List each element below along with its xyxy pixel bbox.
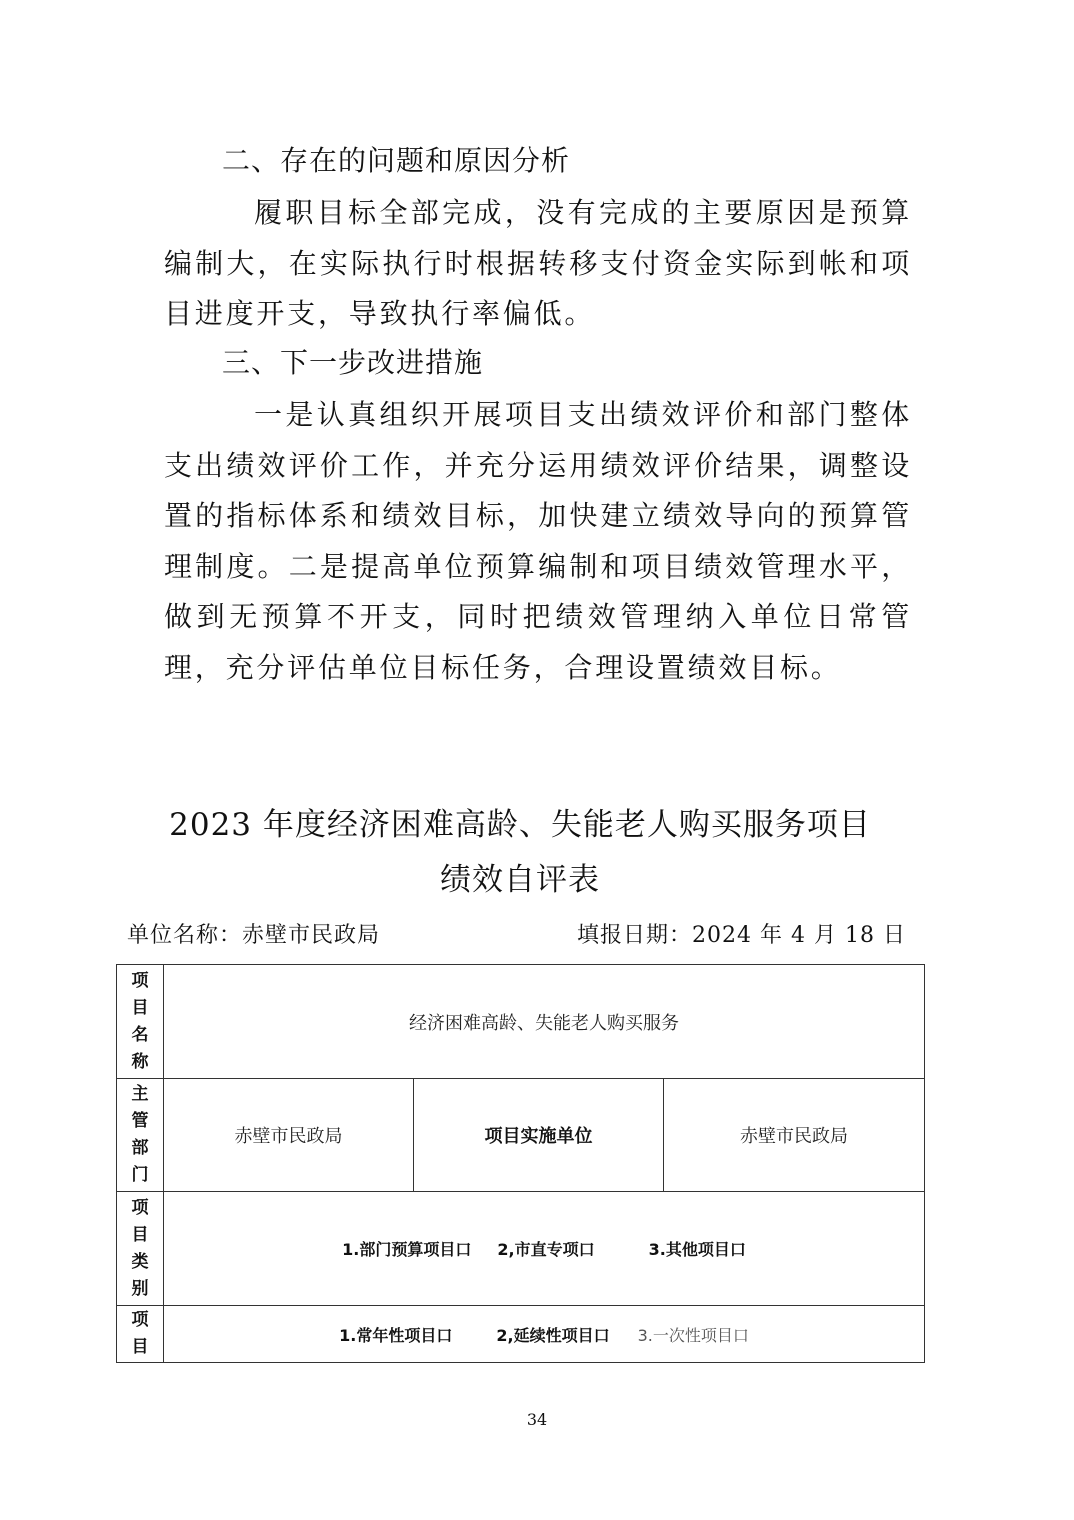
- implementing-unit-value: 赤壁市民政局: [664, 1079, 925, 1192]
- evaluation-table: [116, 964, 925, 1363]
- type-option-annual[interactable]: 1.常年性项目口: [339, 1325, 453, 1345]
- row-label-project-name: 项 目 名 称: [117, 965, 164, 1079]
- type-option-one-time[interactable]: 3.一次性项目口: [637, 1325, 749, 1345]
- table-row: [117, 1192, 925, 1306]
- section-heading-improvements: 三、下一步改进措施: [222, 346, 484, 379]
- project-type-options: [164, 1306, 925, 1363]
- form-title-line1: 2023 年度经济困难高龄、失能老人购买服务项目: [169, 807, 871, 843]
- section-paragraph-improvements: 一是认真组织开展项目支出绩效评价和部门整体支出绩效评价工作，并充分运用绩效评价结果，调整设置的指标体系和绩效目标，加快建立绩效导向的预算管理制度。二是提高单位预算编制和项目绩效管理水平，做到无预算不开支，同时把绩效管理纳入单位日常管理，充分评估单位目标任务，合理设置绩效目标。: [164, 398, 912, 684]
- table-row: [117, 1306, 925, 1363]
- report-date: 填报日期：2024 年 4 月 18 日: [577, 923, 906, 948]
- unit-name: 单位名称：赤壁市民政局: [127, 923, 381, 948]
- project-category-options: [164, 1192, 925, 1306]
- row-label-project-category: 项 目 类 别: [117, 1192, 164, 1306]
- section-paragraph-problems: 履职目标全部完成，没有完成的主要原因是预算编制大，在实际执行时根据转移支付资金实际到帐和项目进度开支，导致执行率偏低。: [164, 196, 912, 330]
- form-title-line2: 绩效自评表: [440, 862, 600, 898]
- implementing-unit-label: 项目实施单位: [414, 1079, 664, 1192]
- table-row: [117, 1079, 925, 1192]
- department-value: 赤壁市民政局: [164, 1079, 414, 1192]
- table-row: [117, 965, 925, 1079]
- section-heading-problems: 二、存在的问题和原因分析: [222, 144, 571, 177]
- row-label-department: 主 管 部 门: [117, 1079, 164, 1192]
- category-option-dept-budget[interactable]: 1.部门预算项目口: [342, 1240, 472, 1259]
- row-label-project-type: 项 目: [117, 1306, 164, 1363]
- type-option-continuing[interactable]: 2,延续性项目口: [496, 1325, 610, 1345]
- page-number: 34: [526, 1410, 548, 1429]
- category-option-other[interactable]: 3.其他项目口: [648, 1240, 746, 1259]
- category-option-city-special[interactable]: 2,市直专项口: [497, 1240, 595, 1259]
- project-name-value: 经济困难高龄、失能老人购买服务: [164, 965, 925, 1079]
